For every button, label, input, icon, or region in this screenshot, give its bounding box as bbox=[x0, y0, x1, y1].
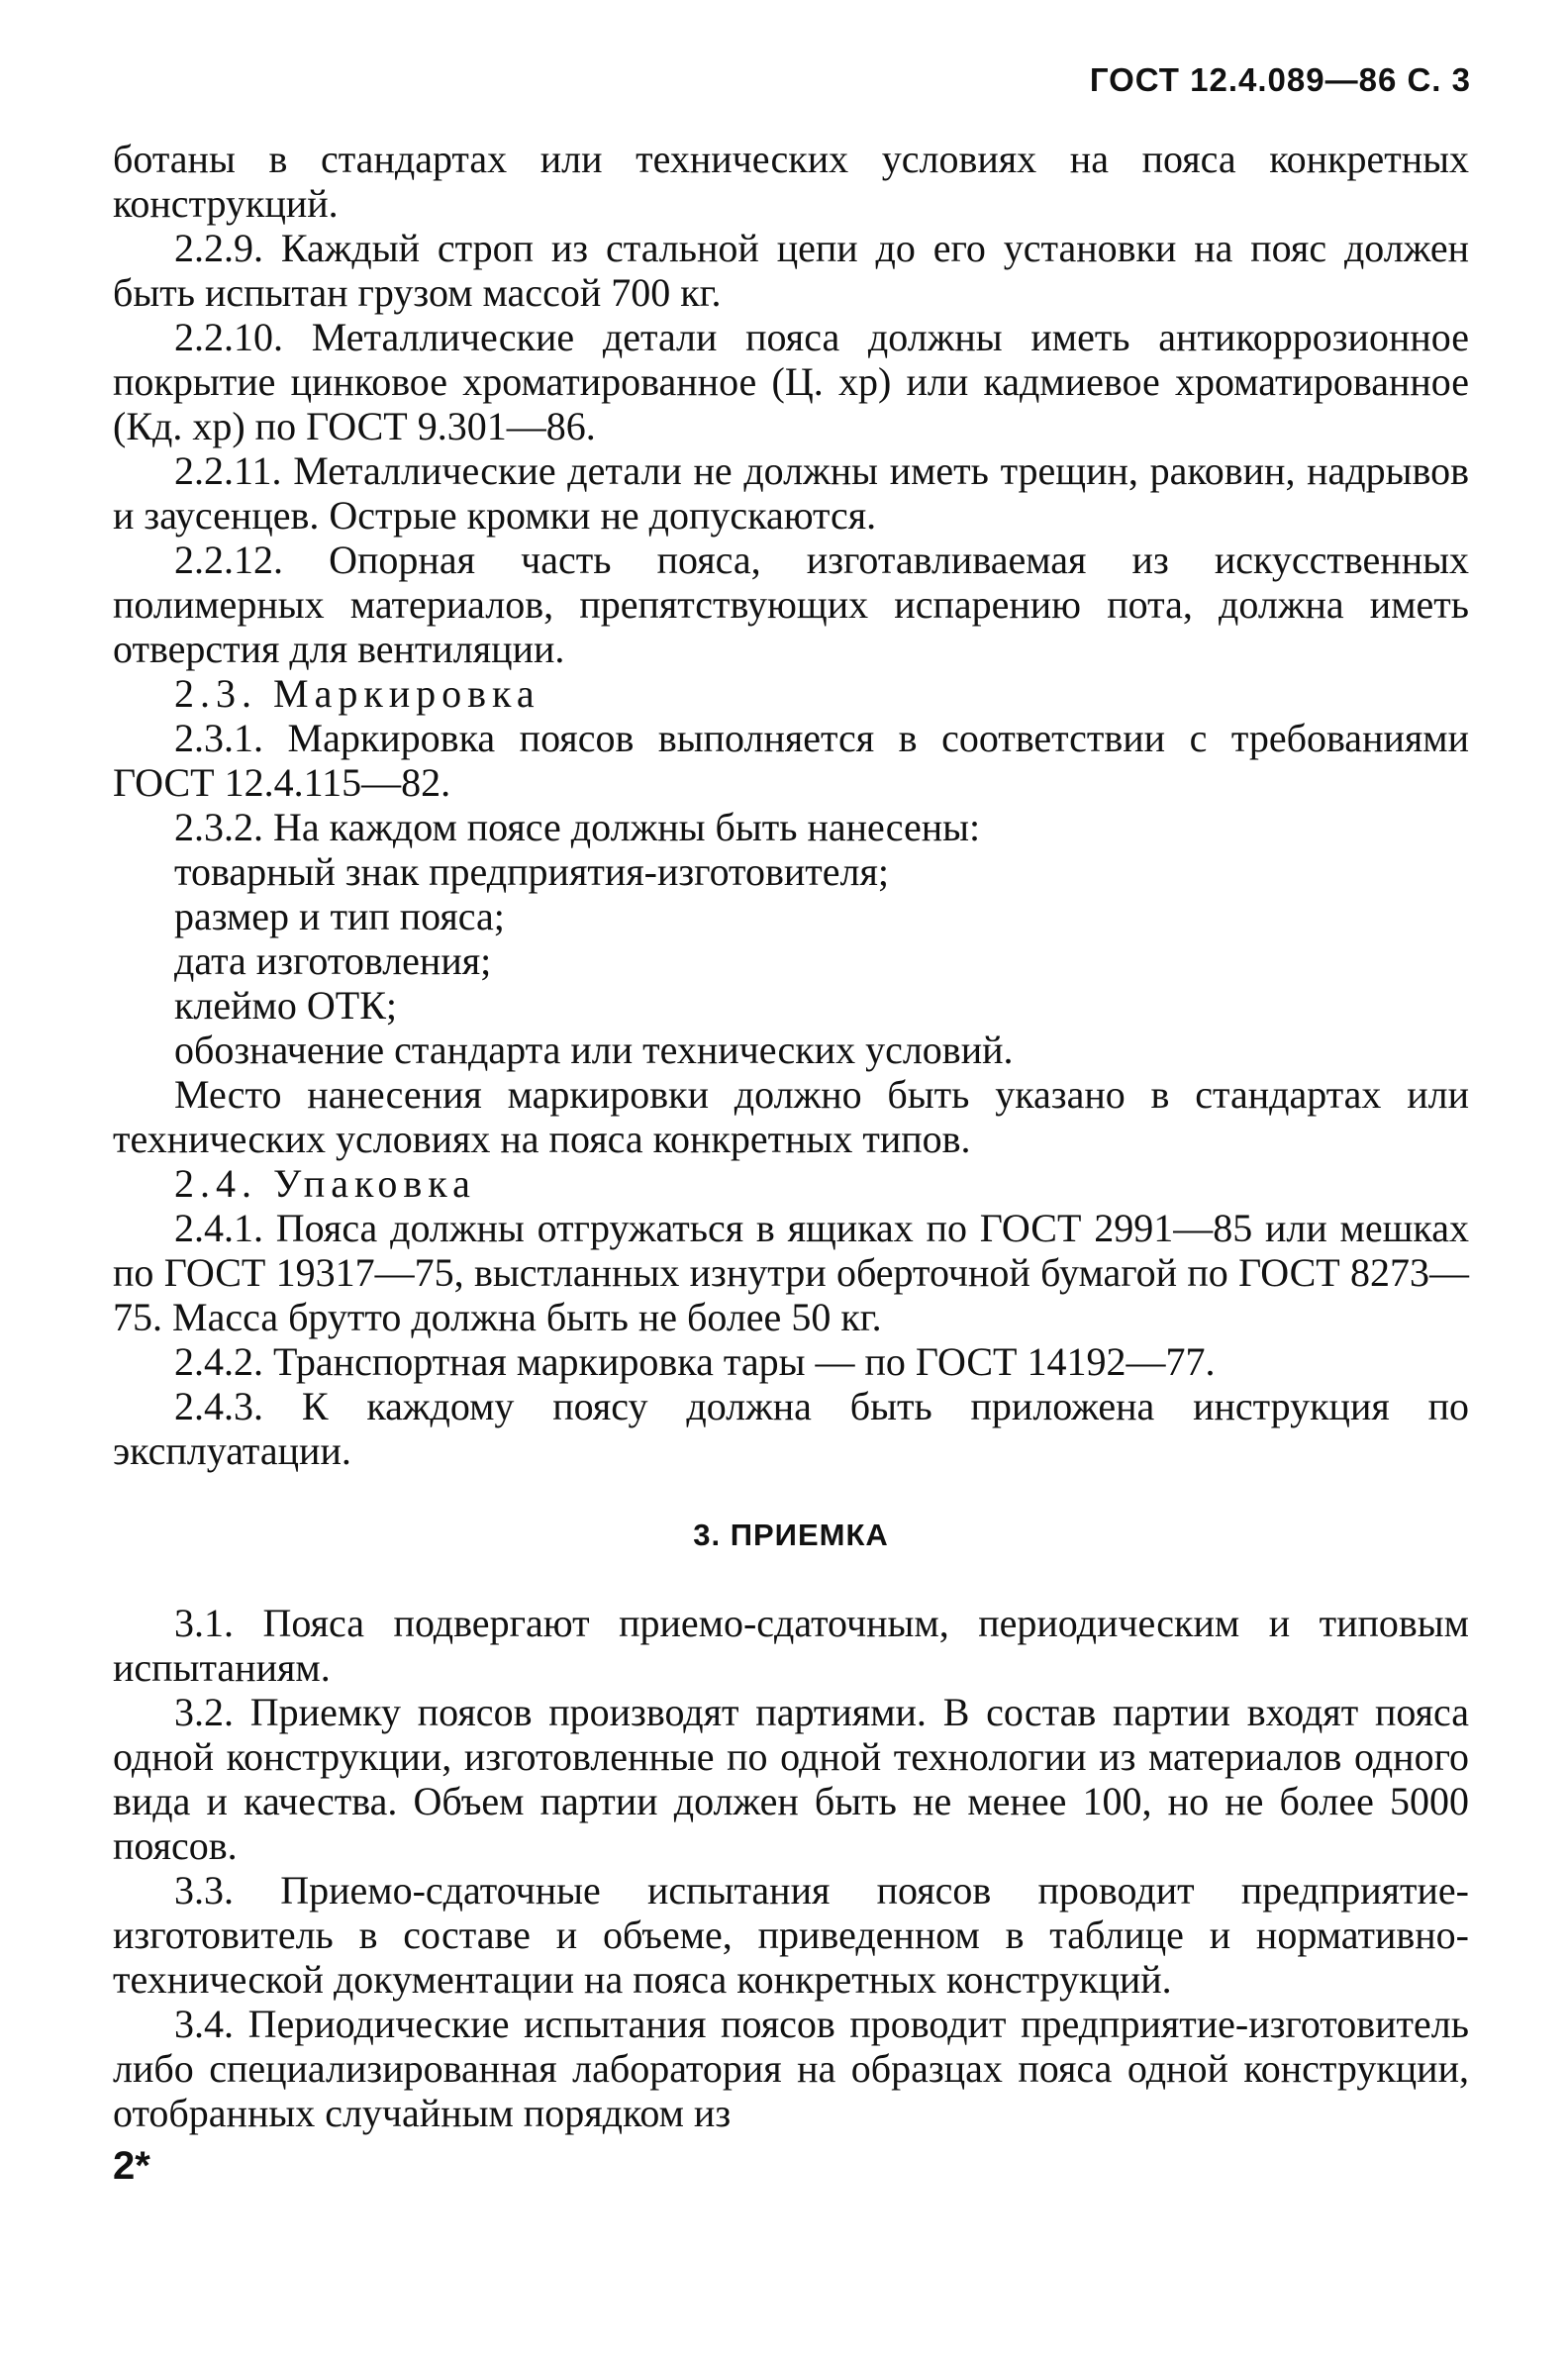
clause-2-2-9: 2.2.9. Каждый строп из стальной цепи до его установки на пояс должен быть испытан грузом массой 700 кг. bbox=[113, 226, 1469, 315]
document-body bbox=[113, 137, 1469, 2135]
list-item: обозначение стандарта или технических условий. bbox=[174, 1028, 1014, 1072]
clause-2-2-12: 2.2.12. Опорная часть пояса, изготавливаемая из искусственных полимерных материалов, препятствующих испарению пота, должна иметь отверстия для вентиляции. bbox=[113, 538, 1469, 671]
list-item: размер и тип пояса; bbox=[174, 894, 505, 938]
subsection-heading-marking: 2.3. Маркировка bbox=[174, 671, 540, 716]
list-item: дата изготовления; bbox=[174, 938, 492, 983]
paragraph-continuation: ботаны в стандартах или технических условиях на пояса конкретных конструкций. bbox=[113, 137, 1469, 226]
signature-mark: 2* bbox=[113, 2144, 150, 2188]
marking-location-note: Место нанесения маркировки должно быть указано в стандартах или технических условиях на пояса конкретных типов. bbox=[113, 1072, 1469, 1161]
clause-2-3-2: 2.3.2. На каждом поясе должны быть нанесены: bbox=[174, 805, 981, 849]
clause-2-2-10: 2.2.10. Металлические детали пояса должны иметь антикоррозионное покрытие цинковое хроматированное (Ц. хр) или кадмиевое хроматированное (Кд. хр) по ГОСТ 9.301—86. bbox=[113, 315, 1469, 448]
clause-3-4: 3.4. Периодические испытания поясов проводит предприятие-изготовитель либо специализированная лаборатория на образцах пояса одной конструкции, отобранных случайным порядком из bbox=[113, 2002, 1469, 2135]
clause-2-4-2: 2.4.2. Транспортная маркировка тары — по ГОСТ 14192—77. bbox=[174, 1339, 1216, 1384]
list-item: товарный знак предприятия-изготовителя; bbox=[174, 849, 889, 894]
clause-2-4-3: 2.4.3. К каждому поясу должна быть приложена инструкция по эксплуатации. bbox=[113, 1384, 1469, 1473]
clause-2-3-1: 2.3.1. Маркировка поясов выполняется в соответствии с требованиями ГОСТ 12.4.115—82. bbox=[113, 716, 1469, 805]
clause-2-4-1: 2.4.1. Пояса должны отгружаться в ящиках по ГОСТ 2991—85 или мешках по ГОСТ 19317—75, выстланных изнутри оберточной бумагой по ГОСТ 8273—75. Масса брутто должна быть не более 50 кг. bbox=[113, 1206, 1469, 1339]
subsection-heading-packaging: 2.4. Упаковка bbox=[174, 1161, 476, 1206]
clause-2-2-11: 2.2.11. Металлические детали не должны иметь трещин, раковин, надрывов и заусенцев. Острые кромки не допускаются. bbox=[113, 448, 1469, 538]
list-item: клеймо ОТК; bbox=[174, 983, 397, 1028]
section-title-acceptance: 3. ПРИЕМКА bbox=[693, 1518, 889, 1552]
clause-3-3: 3.3. Приемо-сдаточные испытания поясов проводит предприятие-изготовитель в составе и объеме, приведенном в таблице и нормативно-технической документации на пояса конкретных конструкций. bbox=[113, 1868, 1469, 2002]
clause-3-1: 3.1. Пояса подвергают приемо-сдаточным, периодическим и типовым испытаниям. bbox=[113, 1601, 1469, 1690]
running-header: ГОСТ 12.4.089—86 С. 3 bbox=[1089, 61, 1471, 98]
clause-3-2: 3.2. Приемку поясов производят партиями. В состав партии входят пояса одной конструкции, изготовленные по одной технологии из материалов одного вида и качества. Объем партии должен быть не менее 100, но не более 5000 поясов. bbox=[113, 1690, 1469, 1868]
